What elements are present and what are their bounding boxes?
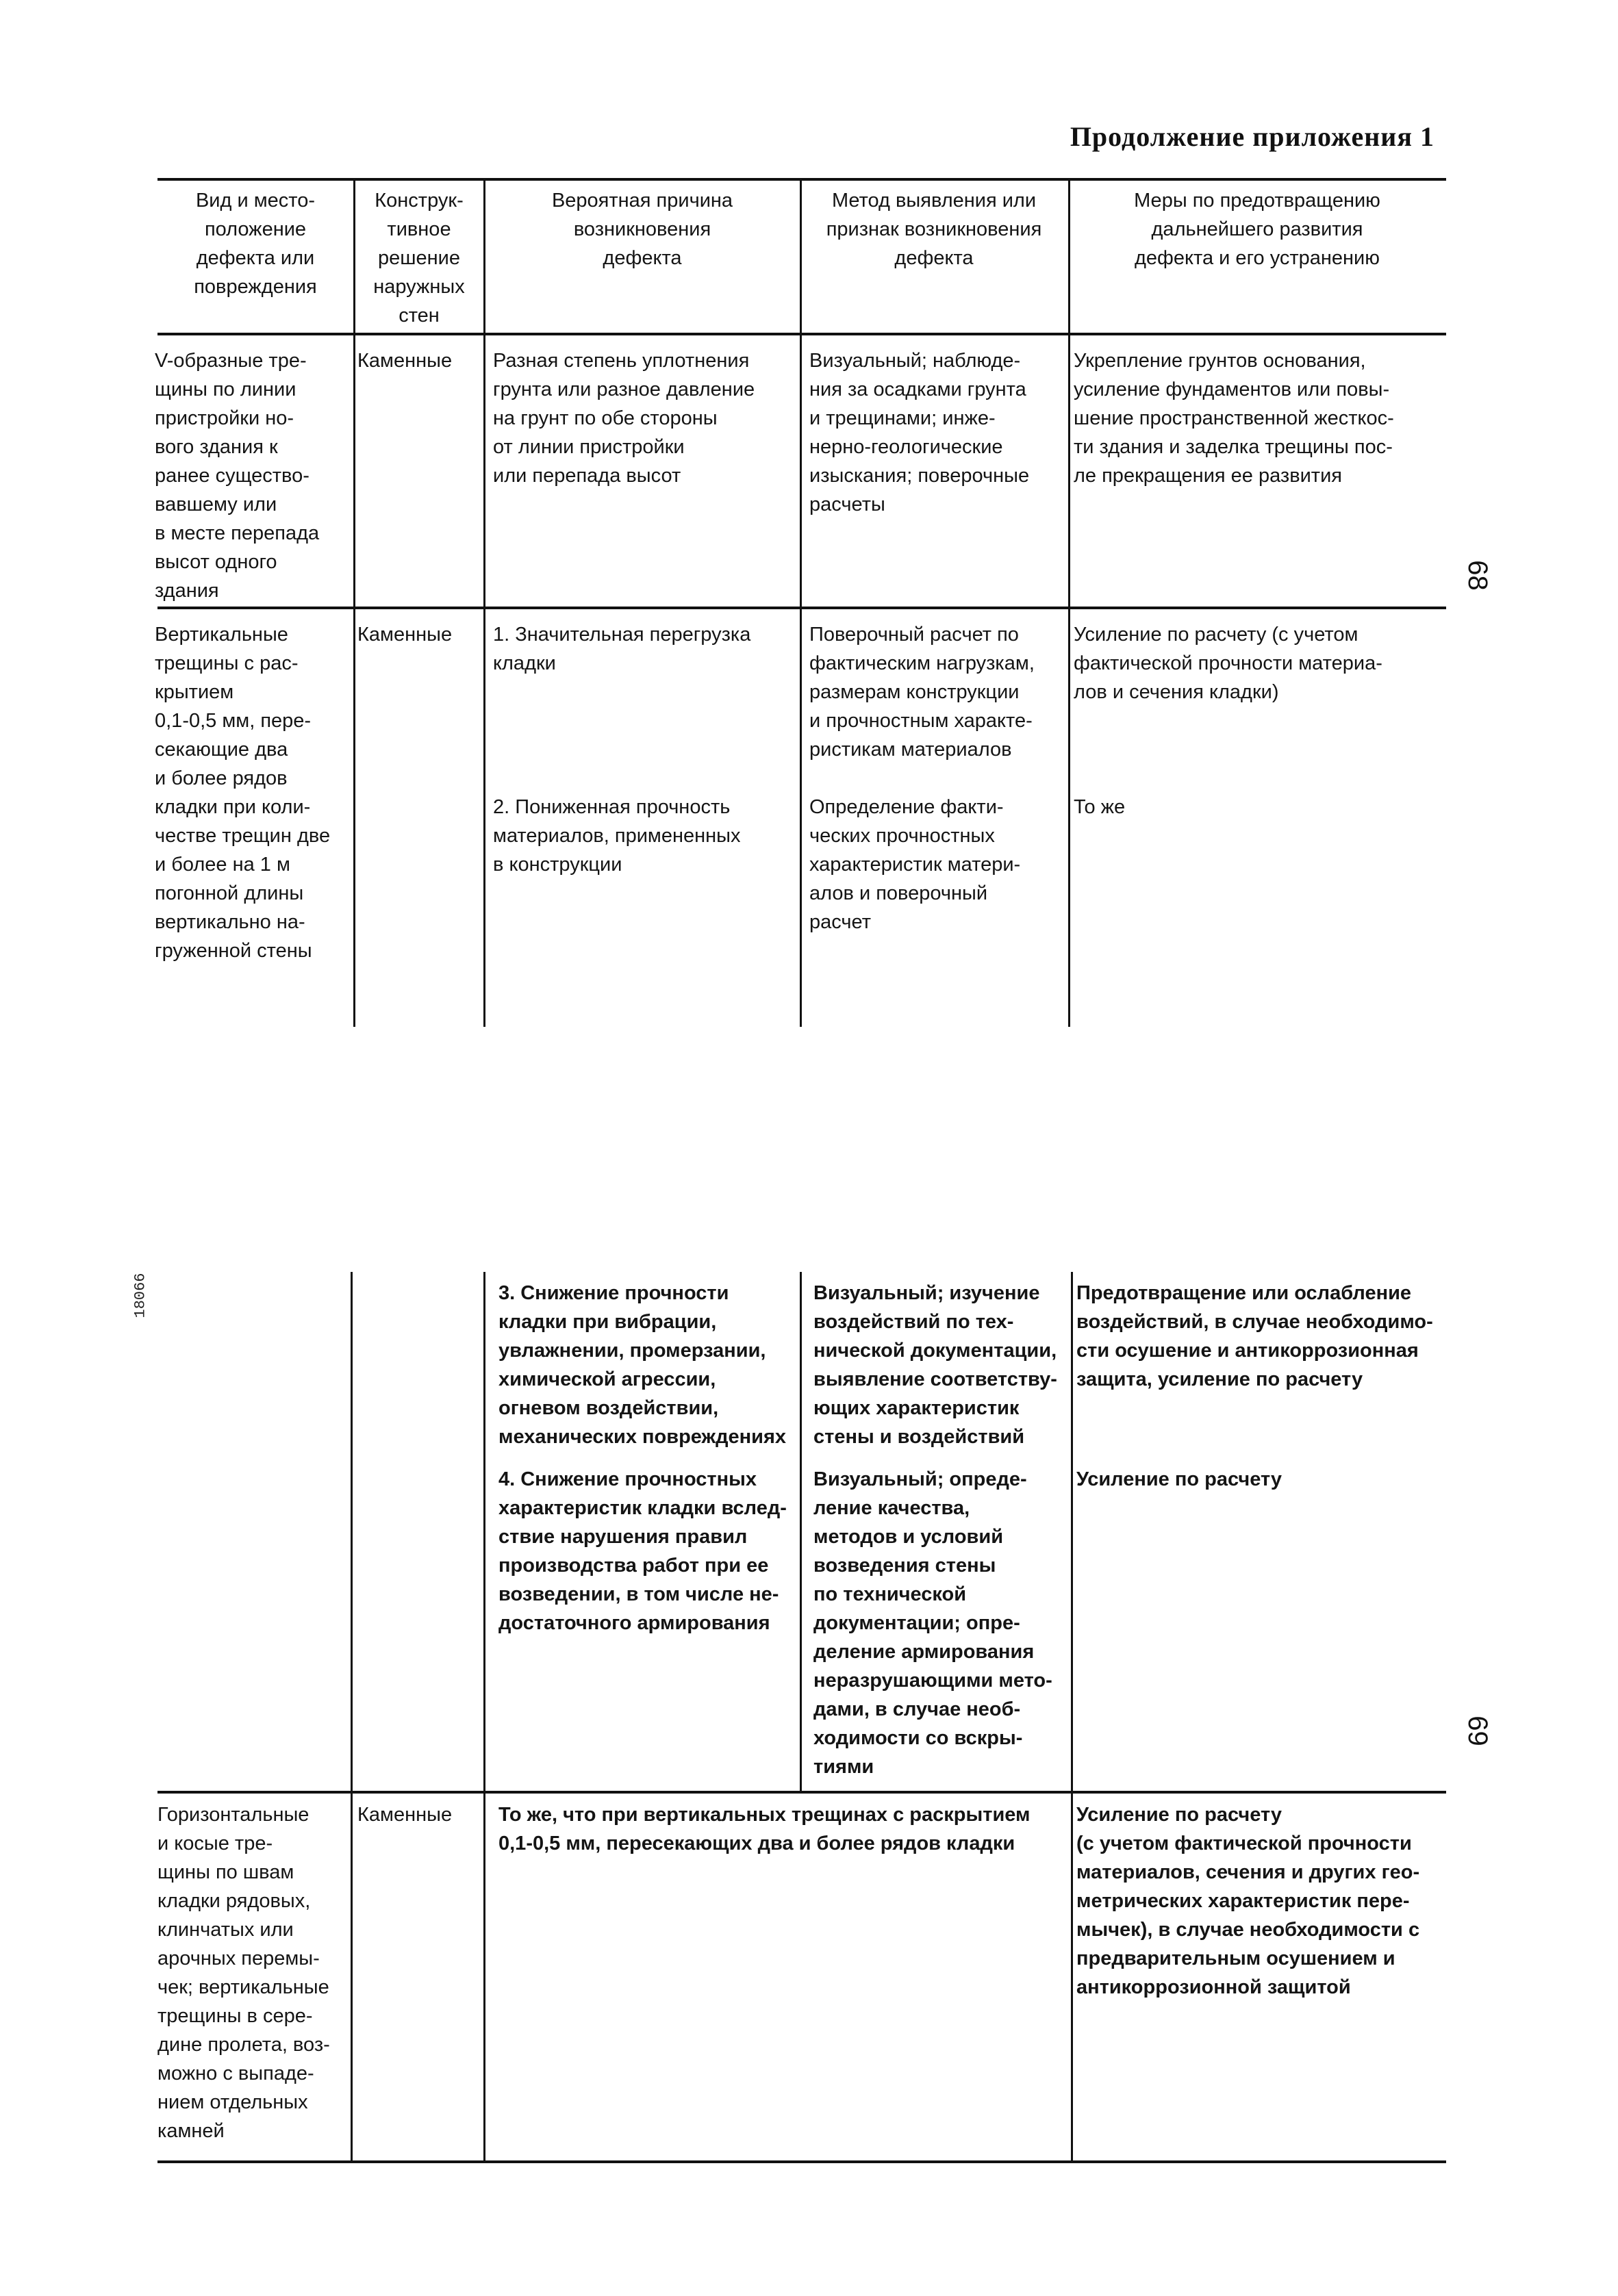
page-number-68: 68 — [1462, 560, 1493, 591]
header-bottom-rule — [157, 333, 1446, 335]
header-wall-type: Конструк- тивное решение наружных стен — [373, 190, 465, 327]
row2-measures-1: Усиление по расчету (с учетом фактической прочности материа- лов и сечения кладки) — [1074, 624, 1382, 703]
table-top-rule — [157, 178, 1446, 181]
row2-method-3: Визуальный; изучение воздействий по тех- нической документации, выявление соответству- ющих характеристик стены и воздействий — [813, 1282, 1057, 1448]
column-divider — [351, 1272, 353, 2162]
row1-cause: Разная степень уплотнения грунта или разное давление на грунт по обе стороны от линии пристройки или перепада высот — [493, 350, 755, 487]
column-divider — [800, 1272, 802, 1792]
row1-defect: V-образные тре- щины по линии пристройки но- вого здания к ранее существо- вавшему или в месте перепада высот одного здания — [155, 350, 320, 602]
row2-method-1: Поверочный расчет по фактическим нагрузкам, размерам конструкции и прочностным характе- ристикам материалов — [809, 624, 1035, 761]
header-cause: Вероятная причина возникновения дефекта — [551, 190, 733, 269]
column-divider — [1068, 178, 1070, 1027]
header-measures: Меры по предотвращению дальнейшего развития дефекта и его устранению — [1134, 190, 1380, 269]
page-number-69: 69 — [1462, 1715, 1493, 1746]
row2-bottom-rule — [157, 1791, 1446, 1794]
row2-cause-4: 4. Снижение прочностных характеристик кладки вслед- ствие нарушения правил производства работ при ее возведении, в том числе не- достаточного армирования — [498, 1468, 787, 1634]
page-heading: Продолжение приложения 1 — [1070, 121, 1434, 152]
row2-measures-3: Предотвращение или ослабление воздействий, в случае необходимо- сти осушение и антикоррозионная защита, усиление по расчету — [1076, 1282, 1433, 1390]
column-divider — [1071, 1272, 1073, 2162]
row3-defect: Горизонтальные и косые тре- щины по швам кладки рядовых, клинчатых или арочных перемы- чек; вертикальные трещины в сере- дине пролета, воз- можно с выпаде- нием отдельных камней — [157, 1804, 330, 2142]
row3-measures: Усиление по расчету (с учетом фактической прочности материалов, сечения и других гео- метрических характеристик пере- мычек), в случае необходимости с предварительным осушением и антикоррозионной защитой — [1076, 1804, 1420, 1998]
row2-defect: Вертикальные трещины с рас- крытием 0,1-0,5 мм, пере- секающие два и более рядов кладки при коли- честве трещин две и более на 1 м погонной длины вертикально на- груженной стены — [155, 624, 331, 962]
row2-cause-1: 1. Значительная перегрузка кладки — [493, 624, 751, 674]
row2-cause-3: 3. Снижение прочности кладки при вибрации, увлажнении, промерзании, химической агрессии, огневом воздействии, механических повреждениях — [498, 1282, 787, 1448]
row2-measures-4: Усиление по расчету — [1076, 1468, 1282, 1490]
row2-measures-2: То же — [1074, 796, 1126, 818]
row2-cause-2: 2. Пониженная прочность материалов, примененных в конструкции — [493, 796, 741, 876]
row3-wall-type: Каменные — [357, 1804, 453, 1826]
column-divider — [483, 1272, 485, 2162]
row2-method-2: Определение факти- ческих прочностных характеристик матери- алов и поверочный расчет — [809, 796, 1021, 933]
row1-bottom-rule — [157, 607, 1446, 609]
header-defect: Вид и место- положение дефекта или повреждения — [194, 190, 317, 298]
row1-measures: Укрепление грунтов основания, усиление фундаментов или повы- шение пространственной жесткос- ти здания и заделка трещины пос- ле прекращения ее развития — [1074, 350, 1394, 487]
table-bottom-rule — [157, 2160, 1446, 2163]
row2-method-4: Визуальный; опреде- ление качества, методов и условий возведения стены по технической документации; опре- деление армирования неразрушающими мето- дами, в случае необ- ходимости со вскры- тиями — [813, 1468, 1052, 1778]
row2-wall-type: Каменные — [357, 624, 453, 646]
column-divider — [800, 178, 802, 1027]
row3-cause-and-method: То же, что при вертикальных трещинах с раскрытием 0,1-0,5 мм, пересекающих два и более рядов кладки — [498, 1804, 1031, 1854]
archive-stamp: 18066 — [131, 1273, 149, 1318]
header-method: Метод выявления или признак возникновения дефекта — [826, 190, 1042, 269]
row1-wall-type: Каменные — [357, 350, 453, 372]
column-divider — [483, 178, 485, 1027]
column-divider — [353, 178, 355, 1027]
row1-method: Визуальный; наблюде- ния за осадками грунта и трещинами; инже- нерно-геологические изыскания; поверочные расчеты — [809, 350, 1030, 515]
